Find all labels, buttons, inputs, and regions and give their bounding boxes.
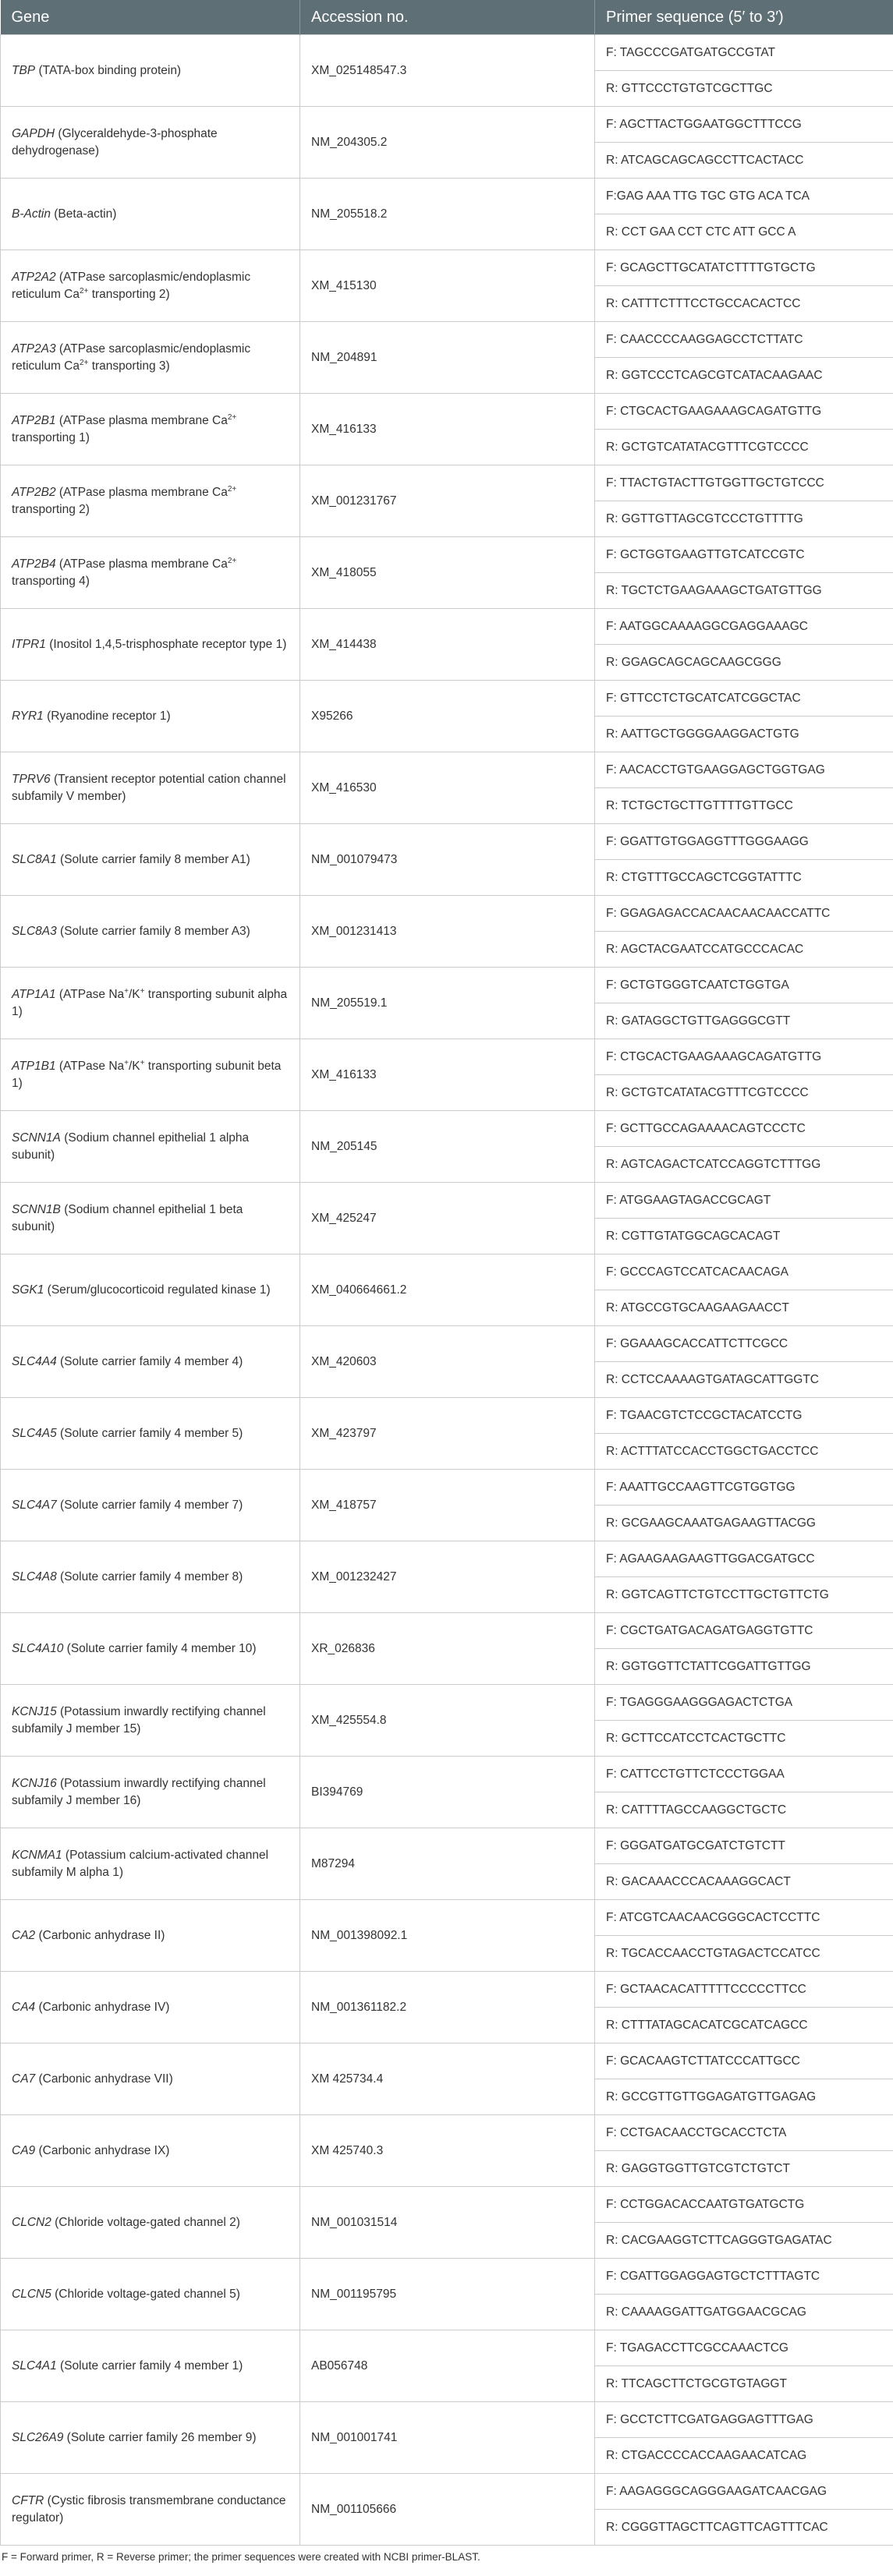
forward-primer-cell: F: TAGCCCGATGATGCCGTAT <box>595 35 893 71</box>
gene-description-cont: transporting 2) <box>88 287 170 301</box>
gene-description: (Ryanodine receptor 1) <box>43 709 171 723</box>
accession-cell: XM 425740.3 <box>300 2115 595 2187</box>
gene-cell <box>1 1613 300 1685</box>
gene-cell <box>1 968 300 1039</box>
gene-symbol: CA7 <box>12 2072 36 2086</box>
gene-description-cont: transporting subunit beta 1) <box>12 1059 282 1090</box>
gene-description-cont: /K <box>129 987 140 1001</box>
gene-description: (Solute carrier family 26 member 9) <box>63 2430 257 2444</box>
table-row <box>1 609 893 645</box>
table-row <box>1 968 893 1003</box>
reverse-primer-cell: R: CATTTCTTTCCTGCCACACTCC <box>595 286 893 322</box>
gene-description: (ATPase Na <box>55 987 125 1001</box>
gene-description-cont: transporting subunit alpha 1) <box>12 987 288 1018</box>
forward-primer-cell: F: AACACCTGTGAAGGAGCTGGTGAG <box>595 752 893 788</box>
gene-description: (TATA-box binding protein) <box>35 63 182 77</box>
accession-cell: BI394769 <box>300 1757 595 1828</box>
table-row <box>1 1470 893 1506</box>
table-row <box>1 1685 893 1721</box>
gene-cell <box>1 2259 300 2330</box>
table-row <box>1 2187 893 2223</box>
forward-primer-cell: F: CGCTGATGACAGATGAGGTGTTC <box>595 1613 893 1649</box>
gene-description: (Solute carrier family 4 member 8) <box>56 1569 243 1583</box>
forward-primer-cell: F: TGAGGGAAGGGAGACTCTGA <box>595 1685 893 1721</box>
gene-symbol: SLC4A1 <box>12 2358 57 2373</box>
gene-cell <box>1 179 300 250</box>
gene-description-superscript: + <box>124 1058 129 1067</box>
gene-cell <box>1 1828 300 1900</box>
gene-symbol: CA9 <box>12 2143 36 2157</box>
gene-cell <box>1 896 300 968</box>
accession-cell: NM_001079473 <box>300 824 595 896</box>
table-row <box>1 2474 893 2510</box>
gene-description: (Carbonic anhydrase VII) <box>35 2072 173 2086</box>
reverse-primer-cell: R: GCTTCCATCCTCACTGCTTC <box>595 1721 893 1757</box>
table-row <box>1 1398 893 1434</box>
reverse-primer-cell: R: GGTCAGTTCTGTCCTTGCTGTTCTG <box>595 1577 893 1613</box>
gene-symbol: SLC4A4 <box>12 1354 57 1368</box>
reverse-primer-cell: R: CATTTTAGCCAAGGCTGCTC <box>595 1792 893 1828</box>
reverse-primer-cell: R: CTGTTTGCCAGCTCGGTATTTC <box>595 860 893 896</box>
gene-cell <box>1 250 300 322</box>
gene-symbol: SLC4A7 <box>12 1498 57 1512</box>
gene-cell <box>1 2187 300 2259</box>
accession-cell: NM_001001741 <box>300 2402 595 2474</box>
gene-description: (Solute carrier family 8 member A3) <box>56 924 250 938</box>
gene-cell <box>1 1039 300 1111</box>
accession-cell: NM_204305.2 <box>300 107 595 179</box>
forward-primer-cell: F: GCTTGCCAGAAAACAGTCCCTC <box>595 1111 893 1147</box>
accession-cell: NM_205519.1 <box>300 968 595 1039</box>
accession-cell: NM_205145 <box>300 1111 595 1183</box>
gene-description-superscript: 2+ <box>227 484 237 494</box>
gene-description-superscript: 2+ <box>227 556 237 565</box>
gene-cell <box>1 1326 300 1398</box>
gene-symbol: ATP2A2 <box>12 270 56 284</box>
reverse-primer-cell: R: CGGGTTAGCTTCAGTTCAGTTTCAC <box>595 2510 893 2546</box>
accession-cell: XM_416133 <box>300 1039 595 1111</box>
gene-cell <box>1 1900 300 1972</box>
gene-symbol: B-Actin <box>12 207 51 221</box>
accession-cell: NM_001398092.1 <box>300 1900 595 1972</box>
forward-primer-cell: F: AAGAGGGCAGGGAAGATCAACGAG <box>595 2474 893 2510</box>
table-row <box>1 1039 893 1075</box>
gene-symbol: ITPR1 <box>12 637 46 651</box>
gene-cell <box>1 1541 300 1613</box>
forward-primer-cell: F: CGATTGGAGGAGTGCTCTTTAGTC <box>595 2259 893 2295</box>
accession-cell: XM_420603 <box>300 1326 595 1398</box>
table-row <box>1 1541 893 1577</box>
reverse-primer-cell: R: TGCTCTGAAGAAAGCTGATGTTGG <box>595 573 893 609</box>
gene-symbol: ATP2B1 <box>12 413 56 427</box>
gene-description-cont: transporting 2) <box>12 502 90 516</box>
gene-symbol: SLC8A1 <box>12 852 57 866</box>
table-row <box>1 1613 893 1649</box>
reverse-primer-cell: R: GGTGGTTCTATTCGGATTGTTGG <box>595 1649 893 1685</box>
gene-description: (Transient receptor potential cation channel subfamily V member) <box>12 772 286 803</box>
table-row <box>1 752 893 788</box>
accession-cell: XM_416530 <box>300 752 595 824</box>
accession-cell: XM_025148547.3 <box>300 35 595 107</box>
reverse-primer-cell: R: GACAAACCCACAAAGGCACT <box>595 1864 893 1900</box>
gene-symbol: SLC4A8 <box>12 1569 57 1583</box>
table-footnote: F = Forward primer, R = Reverse primer; the primer sequences were created with NCBI primer-BLAST. <box>2 2551 480 2563</box>
gene-cell <box>1 322 300 394</box>
table-row <box>1 2043 893 2079</box>
table-row <box>1 1900 893 1936</box>
gene-symbol: KCNMA1 <box>12 1848 62 1862</box>
table-row <box>1 1828 893 1864</box>
gene-symbol: CA4 <box>12 2000 36 2014</box>
gene-cell <box>1 537 300 609</box>
column-header-primer: Primer sequence (5′ to 3′) <box>595 0 893 35</box>
forward-primer-cell: F: CATTCCTGTTCTCCCTGGAA <box>595 1757 893 1792</box>
accession-cell: NM_001031514 <box>300 2187 595 2259</box>
reverse-primer-cell: R: GCTGTCATATACGTTTCGTCCCC <box>595 430 893 465</box>
gene-description: (Solute carrier family 8 member A1) <box>56 852 250 866</box>
table-row <box>1 1254 893 1290</box>
gene-description: (Beta-actin) <box>50 207 117 221</box>
forward-primer-cell: F: TTACTGTACTTGTGGTTGCTGTCCC <box>595 465 893 501</box>
forward-primer-cell: F: AATGGCAAAAGGCGAGGAAAGC <box>595 609 893 645</box>
gene-cell <box>1 1111 300 1183</box>
table-row <box>1 1183 893 1219</box>
table-row <box>1 537 893 573</box>
gene-cell <box>1 1398 300 1470</box>
gene-description-superscript: 2+ <box>80 358 89 367</box>
reverse-primer-cell: R: GCTGTCATATACGTTTCGTCCCC <box>595 1075 893 1111</box>
gene-description-cont: /K <box>129 1059 140 1073</box>
gene-description: (Sodium channel epithelial 1 beta subunit) <box>12 1202 243 1233</box>
accession-cell: XM_001231767 <box>300 465 595 537</box>
forward-primer-cell: F: GCTGTGGGTCAATCTGGTGA <box>595 968 893 1003</box>
gene-description: (Carbonic anhydrase IV) <box>35 2000 170 2014</box>
gene-cell <box>1 1685 300 1757</box>
gene-cell <box>1 1972 300 2043</box>
forward-primer-cell: F: TGAGACCTTCGCCAAACTCG <box>595 2330 893 2366</box>
forward-primer-cell: F: CTGCACTGAAGAAAGCAGATGTTG <box>595 394 893 430</box>
accession-cell: XM_414438 <box>300 609 595 681</box>
accession-cell: XM_040664661.2 <box>300 1254 595 1326</box>
gene-cell <box>1 681 300 752</box>
gene-cell <box>1 1470 300 1541</box>
gene-description: (ATPase plasma membrane Ca <box>55 557 228 571</box>
gene-symbol: GAPDH <box>12 126 55 140</box>
accession-cell: XM_415130 <box>300 250 595 322</box>
gene-symbol: SCNN1B <box>12 1202 61 1216</box>
accession-cell: XM_418055 <box>300 537 595 609</box>
accession-cell: NM_001361182.2 <box>300 1972 595 2043</box>
reverse-primer-cell: R: ATCAGCAGCAGCCTTCACTACC <box>595 143 893 179</box>
reverse-primer-cell: R: ATGCCGTGCAAGAAGAACCT <box>595 1290 893 1326</box>
table-row <box>1 107 893 143</box>
forward-primer-cell: F: GCACAAGTCTTATCCCATTGCC <box>595 2043 893 2079</box>
gene-cell <box>1 824 300 896</box>
gene-description: (Cystic fibrosis transmembrane conductance regulator) <box>12 2493 286 2525</box>
forward-primer-cell: F: TGAACGTCTCCGCTACATCCTG <box>595 1398 893 1434</box>
gene-description: (Glyceraldehyde-3-phosphate dehydrogenase) <box>12 126 218 157</box>
table-row <box>1 1972 893 2008</box>
table-row <box>1 2402 893 2438</box>
reverse-primer-cell: R: CACGAAGGTCTTCAGGGTGAGATAC <box>595 2223 893 2259</box>
forward-primer-cell: F: GCAGCTTGCATATCTTTTGTGCTG <box>595 250 893 286</box>
gene-description-superscript: 2+ <box>227 412 237 422</box>
gene-description-superscript: 2+ <box>80 286 89 295</box>
accession-cell: XM_418757 <box>300 1470 595 1541</box>
reverse-primer-cell: R: TTCAGCTTCTGCGTGTAGGT <box>595 2366 893 2402</box>
accession-cell: NM_205518.2 <box>300 179 595 250</box>
reverse-primer-cell: R: CGTTGTATGGCAGCACAGT <box>595 1219 893 1254</box>
table-body <box>1 35 893 2546</box>
forward-primer-cell: F: GCCTCTTCGATGAGGAGTTTGAG <box>595 2402 893 2438</box>
gene-symbol: ATP1B1 <box>12 1059 56 1073</box>
gene-symbol: CLCN2 <box>12 2215 51 2229</box>
gene-cell <box>1 2330 300 2402</box>
table-row <box>1 2330 893 2366</box>
table-row <box>1 322 893 358</box>
gene-cell <box>1 2043 300 2115</box>
gene-symbol: KCNJ15 <box>12 1704 57 1718</box>
table-row <box>1 179 893 214</box>
gene-description-cont: transporting 1) <box>12 430 90 444</box>
table-row <box>1 394 893 430</box>
gene-symbol: ATP1A1 <box>12 987 56 1001</box>
table-row <box>1 1757 893 1792</box>
gene-cell <box>1 2402 300 2474</box>
gene-cell <box>1 1254 300 1326</box>
gene-description: (Potassium inwardly rectifying channel subfamily J member 15) <box>12 1704 266 1736</box>
forward-primer-cell: F: CCTGACAACCTGCACCTCTA <box>595 2115 893 2151</box>
gene-description: (ATPase plasma membrane Ca <box>55 413 228 427</box>
table-row <box>1 465 893 501</box>
gene-cell <box>1 465 300 537</box>
gene-description-cont: transporting 4) <box>12 574 90 588</box>
forward-primer-cell: F:GAG AAA TTG TGC GTG ACA TCA <box>595 179 893 214</box>
gene-description: (Potassium calcium-activated channel subfamily M alpha 1) <box>12 1848 269 1879</box>
accession-cell: XM_001231413 <box>300 896 595 968</box>
reverse-primer-cell: R: GATAGGCTGTTGAGGGCGTT <box>595 1003 893 1039</box>
reverse-primer-cell: R: CTTTATAGCACATCGCATCAGCC <box>595 2008 893 2043</box>
gene-description: (Solute carrier family 4 member 5) <box>56 1426 243 1440</box>
forward-primer-cell: F: ATGGAAGTAGACCGCAGT <box>595 1183 893 1219</box>
gene-cell <box>1 1183 300 1254</box>
table-row <box>1 250 893 286</box>
accession-cell: XM_425554.8 <box>300 1685 595 1757</box>
gene-description: (ATPase sarcoplasmic/endoplasmic reticulum Ca <box>12 341 251 373</box>
forward-primer-cell: F: GGAAAGCACCATTCTTCGCC <box>595 1326 893 1362</box>
gene-description: (Solute carrier family 4 member 7) <box>56 1498 243 1512</box>
forward-primer-cell: F: GGAGAGACCACAACAACAACCATTC <box>595 896 893 932</box>
reverse-primer-cell: R: CTGACCCCACCAAGAACATCAG <box>595 2438 893 2474</box>
table-row <box>1 1326 893 1362</box>
gene-cell <box>1 394 300 465</box>
gene-symbol: TPRV6 <box>12 772 51 786</box>
table-row <box>1 681 893 717</box>
gene-description: (Sodium channel epithelial 1 alpha subunit) <box>12 1131 250 1162</box>
table-row <box>1 35 893 71</box>
table-row <box>1 824 893 860</box>
gene-symbol: SGK1 <box>12 1283 44 1297</box>
gene-description: (Inositol 1,4,5-trisphosphate receptor type 1) <box>45 637 287 651</box>
reverse-primer-cell: R: TGCACCAACCTGTAGACTCCATCC <box>595 1936 893 1972</box>
reverse-primer-cell: R: AGCTACGAATCCATGCCCACAC <box>595 932 893 968</box>
table-row <box>1 896 893 932</box>
forward-primer-cell: F: CAACCCCAAGGAGCCTCTTATC <box>595 322 893 358</box>
gene-description: (Chloride voltage-gated channel 2) <box>51 2215 240 2229</box>
gene-symbol: CA2 <box>12 1928 36 1942</box>
accession-cell: NM_204891 <box>300 322 595 394</box>
gene-symbol: SLC4A5 <box>12 1426 57 1440</box>
reverse-primer-cell: R: AGTCAGACTCATCCAGGTCTTTGG <box>595 1147 893 1183</box>
reverse-primer-cell: R: GGAGCAGCAGCAAGCGGG <box>595 645 893 681</box>
forward-primer-cell: F: GGGATGATGCGATCTGTCTT <box>595 1828 893 1864</box>
reverse-primer-cell: R: GGTTGTTAGCGTCCCTGTTTTG <box>595 501 893 537</box>
reverse-primer-cell: R: GGTCCCTCAGCGTCATACAAGAAC <box>595 358 893 394</box>
gene-description-superscript: + <box>140 1058 145 1067</box>
forward-primer-cell: F: GTTCCTCTGCATCATCGGCTAC <box>595 681 893 717</box>
gene-description: (Solute carrier family 4 member 10) <box>63 1641 257 1655</box>
gene-description-cont: transporting 3) <box>88 359 170 373</box>
column-header-gene: Gene <box>1 0 300 35</box>
forward-primer-cell: F: AAATTGCCAAGTTCGTGGTGG <box>595 1470 893 1506</box>
forward-primer-cell: F: GCCCAGTCCATCACAACAGA <box>595 1254 893 1290</box>
forward-primer-cell: F: AGAAGAAGAAGTTGGACGATGCC <box>595 1541 893 1577</box>
gene-description: (Carbonic anhydrase IX) <box>35 2143 170 2157</box>
gene-description-superscript: + <box>124 986 129 996</box>
accession-cell: XM_423797 <box>300 1398 595 1470</box>
reverse-primer-cell: R: GTTCCCTGTGTCGCTTGC <box>595 71 893 107</box>
gene-description: (Potassium inwardly rectifying channel subfamily J member 16) <box>12 1776 266 1807</box>
gene-description: (Solute carrier family 4 member 4) <box>56 1354 243 1368</box>
accession-cell: M87294 <box>300 1828 595 1900</box>
reverse-primer-cell: R: CCTCCAAAAGTGATAGCATTGGTC <box>595 1362 893 1398</box>
forward-primer-cell: F: CTGCACTGAAGAAAGCAGATGTTG <box>595 1039 893 1075</box>
gene-description: (Chloride voltage-gated channel 5) <box>51 2287 240 2301</box>
reverse-primer-cell: R: ACTTTATCCACCTGGCTGACCTCC <box>595 1434 893 1470</box>
reverse-primer-cell: R: TCTGCTGCTTGTTTTGTTGCC <box>595 788 893 824</box>
reverse-primer-cell: R: CAAAAGGATTGATGGAACGCAG <box>595 2295 893 2330</box>
table-row <box>1 2115 893 2151</box>
gene-symbol: TBP <box>12 63 36 77</box>
gene-description: (ATPase sarcoplasmic/endoplasmic reticulum Ca <box>12 270 251 301</box>
gene-cell <box>1 107 300 179</box>
accession-cell: XM_425247 <box>300 1183 595 1254</box>
reverse-primer-cell: R: GCCGTTGTTGGAGATGTTGAGAG <box>595 2079 893 2115</box>
forward-primer-cell: F: GCTGGTGAAGTTGTCATCCGTC <box>595 537 893 573</box>
gene-symbol: ATP2B2 <box>12 485 56 499</box>
gene-cell <box>1 2115 300 2187</box>
gene-symbol: RYR1 <box>12 709 44 723</box>
forward-primer-cell: F: AGCTTACTGGAATGGCTTTCCG <box>595 107 893 143</box>
accession-cell: XM 425734.4 <box>300 2043 595 2115</box>
accession-cell: X95266 <box>300 681 595 752</box>
accession-cell: AB056748 <box>300 2330 595 2402</box>
reverse-primer-cell: R: CCT GAA CCT CTC ATT GCC A <box>595 214 893 250</box>
accession-cell: XM_001232427 <box>300 1541 595 1613</box>
gene-description-superscript: + <box>140 986 145 996</box>
gene-description: (ATPase plasma membrane Ca <box>55 485 228 499</box>
accession-cell: NM_001195795 <box>300 2259 595 2330</box>
accession-cell: XM_416133 <box>300 394 595 465</box>
forward-primer-cell: F: CCTGGACACCAATGTGATGCTG <box>595 2187 893 2223</box>
gene-symbol: SLC8A3 <box>12 924 57 938</box>
gene-cell <box>1 2474 300 2546</box>
gene-cell <box>1 1757 300 1828</box>
table-row <box>1 1111 893 1147</box>
gene-description: (Solute carrier family 4 member 1) <box>56 2358 243 2373</box>
forward-primer-cell: F: ATCGTCAACAACGGGCACTCCTTC <box>595 1900 893 1936</box>
accession-cell: NM_001105666 <box>300 2474 595 2546</box>
table-row <box>1 2259 893 2295</box>
gene-description: (Serum/glucocorticoid regulated kinase 1) <box>44 1283 271 1297</box>
forward-primer-cell: F: GGATTGTGGAGGTTTGGGAAGG <box>595 824 893 860</box>
gene-symbol: SLC4A10 <box>12 1641 64 1655</box>
reverse-primer-cell: R: GAGGTGGTTGTCGTCTGTCT <box>595 2151 893 2187</box>
gene-symbol: ATP2A3 <box>12 341 56 356</box>
table-header <box>1 0 893 35</box>
gene-symbol: KCNJ16 <box>12 1776 57 1790</box>
accession-cell: XR_026836 <box>300 1613 595 1685</box>
gene-cell <box>1 35 300 107</box>
gene-symbol: CLCN5 <box>12 2287 51 2301</box>
column-header-accession: Accession no. <box>300 0 595 35</box>
gene-symbol: SLC26A9 <box>12 2430 64 2444</box>
gene-cell <box>1 609 300 681</box>
header-row <box>1 0 893 35</box>
reverse-primer-cell: R: GCGAAGCAAATGAGAAGTTACGG <box>595 1506 893 1541</box>
gene-symbol: CFTR <box>12 2493 44 2507</box>
forward-primer-cell: F: GCTAACACATTTTTCCCCCTTCC <box>595 1972 893 2008</box>
gene-cell <box>1 752 300 824</box>
gene-description: (Carbonic anhydrase II) <box>35 1928 165 1942</box>
gene-description: (ATPase Na <box>55 1059 125 1073</box>
gene-symbol: ATP2B4 <box>12 557 56 571</box>
gene-symbol: SCNN1A <box>12 1131 61 1145</box>
reverse-primer-cell: R: AATTGCTGGGGAAGGACTGTG <box>595 717 893 752</box>
